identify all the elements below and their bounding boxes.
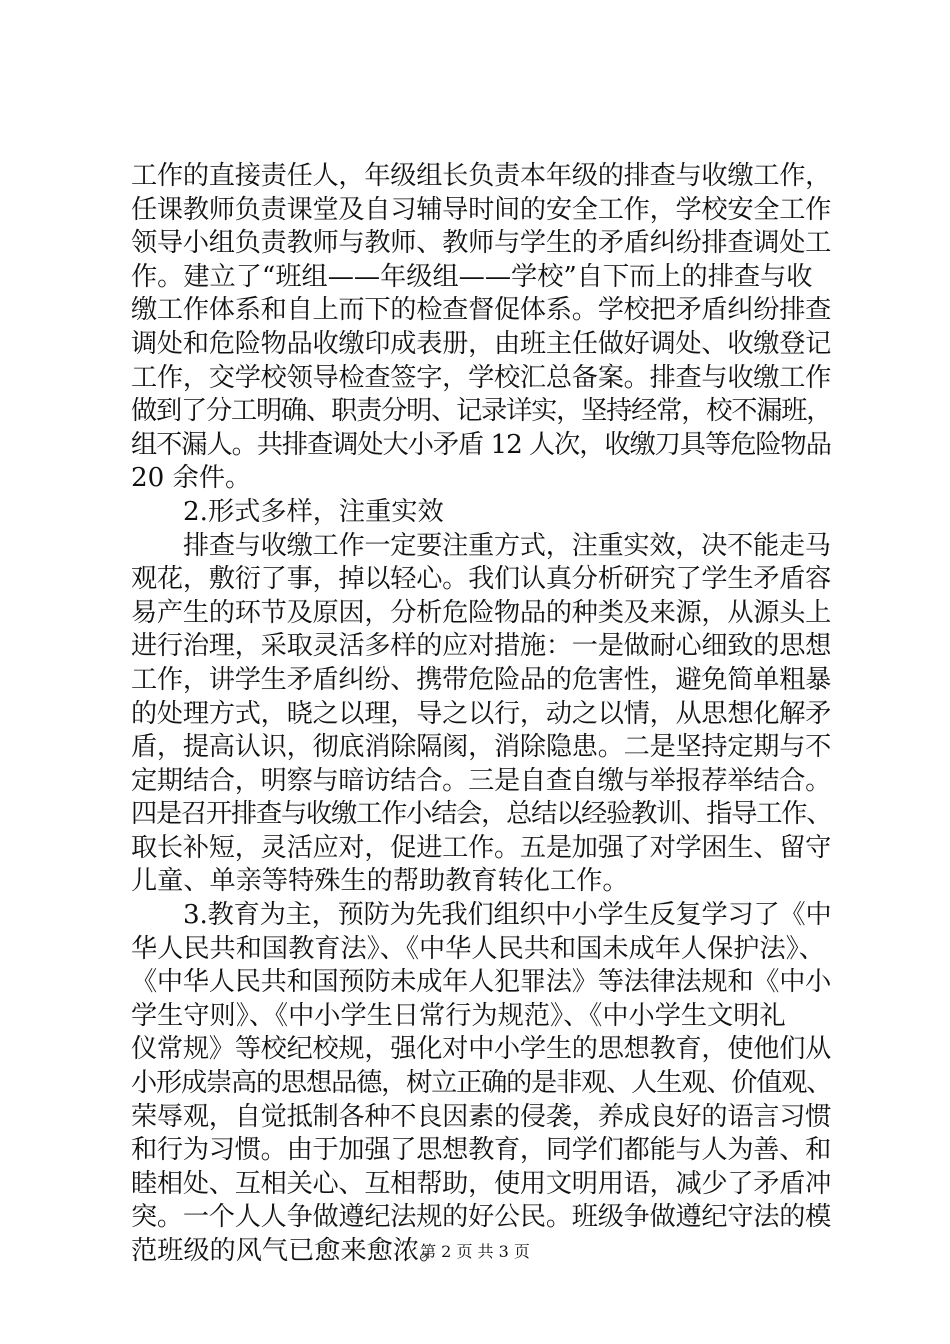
text-line: 小形成崇高的思想品德，树立正确的是非观、人生观、价值观、 xyxy=(131,1068,832,1099)
text-line: 睦相处、互相关心、互相帮助，使用文明用语，减少了矛盾冲 xyxy=(131,1168,832,1199)
text-line: 观花，敷衍了事，掉以轻心。我们认真分析研究了学生矛盾容 xyxy=(131,564,832,595)
text-line: 20 余件。 xyxy=(131,463,252,494)
text-line: 作。建立了“班组——年级组——学校”自下而上的排查与收 xyxy=(131,261,813,292)
text-line: 任课教师负责课堂及自习辅导时间的安全工作，学校安全工作 xyxy=(131,194,832,225)
text-line: 缴工作体系和自上而下的检查督促体系。学校把矛盾纠纷排查 xyxy=(131,295,832,326)
text-line: 3.教育为主，预防为先我们组织中小学生反复学习了《中 xyxy=(183,900,832,931)
text-line: 盾，提高认识，彻底消除隔阂，消除隐患。二是坚持定期与不 xyxy=(131,732,832,763)
text-line: 范班级的风气已愈来愈浓。 xyxy=(131,1236,446,1266)
text-line: 排查与收缴工作一定要注重方式，注重实效，决不能走马 xyxy=(183,530,831,561)
text-line: 领导小组负责教师与教师、教师与学生的矛盾纠纷排查调处工 xyxy=(131,228,832,259)
text-line: 进行治理，采取灵活多样的应对措施：一是做耐心细致的思想 xyxy=(131,631,832,662)
text-line: 调处和危险物品收缴印成表册，由班主任做好调处、收缴登记 xyxy=(131,328,832,359)
page-footer: 第 2 页 共 3 页 xyxy=(420,1242,530,1261)
text-line: 工作，讲学生矛盾纠纷、携带危险品的危害性，避免简单粗暴 xyxy=(131,664,832,695)
text-line: 突。一个人人争做遵纪法规的好公民。班级争做遵纪守法的模 xyxy=(131,1202,832,1233)
text-line: 工作的直接责任人，年级组长负责本年级的排查与收缴工作， xyxy=(131,161,832,191)
text-line: 和行为习惯。由于加强了思想教育，同学们都能与人为善、和 xyxy=(131,1135,832,1166)
text-line: 的处理方式，晓之以理，导之以行，动之以情，从思想化解矛 xyxy=(131,698,832,729)
text-line: 组不漏人。共排查调处大小矛盾 12 人次，收缴刀具等危险物品 xyxy=(131,429,831,460)
text-line: 学生守则》、《中小学生日常行为规范》、《中小学生文明礼 xyxy=(131,1000,786,1031)
body-text xyxy=(131,160,831,1269)
text-line: 工作，交学校领导检查签字，学校汇总备案。排查与收缴工作 xyxy=(131,362,832,393)
text-line: 取长补短，灵活应对，促进工作。五是加强了对学困生、留守 xyxy=(131,832,832,863)
text-line: 仪常规》等校纪校规，强化对中小学生的思想教育，使他们从 xyxy=(131,1034,832,1065)
text-line: 2.形式多样，注重实效 xyxy=(183,496,444,527)
text-line: 定期结合，明察与暗访结合。三是自查自缴与举报荐举结合。 xyxy=(131,765,832,796)
text-line: 四是召开排查与收缴工作小结会，总结以经验教训、指导工作、 xyxy=(131,799,832,830)
text-line: 易产生的环节及原因，分析危险物品的种类及来源，从源头上 xyxy=(131,597,832,628)
text-line: 荣辱观，自觉抵制各种不良因素的侵袭，养成良好的语言习惯 xyxy=(131,1101,832,1132)
text-line: 《中华人民共和国预防未成年人犯罪法》等法律法规和《中小 xyxy=(131,967,832,998)
text-line: 华人民共和国教育法》、《中华人民共和国未成年人保护法》、 xyxy=(131,933,825,964)
text-line: 儿童、单亲等特殊生的帮助教育转化工作。 xyxy=(131,866,629,897)
text-line: 做到了分工明确、职责分明、记录详实，坚持经常，校不漏班， xyxy=(131,396,832,427)
